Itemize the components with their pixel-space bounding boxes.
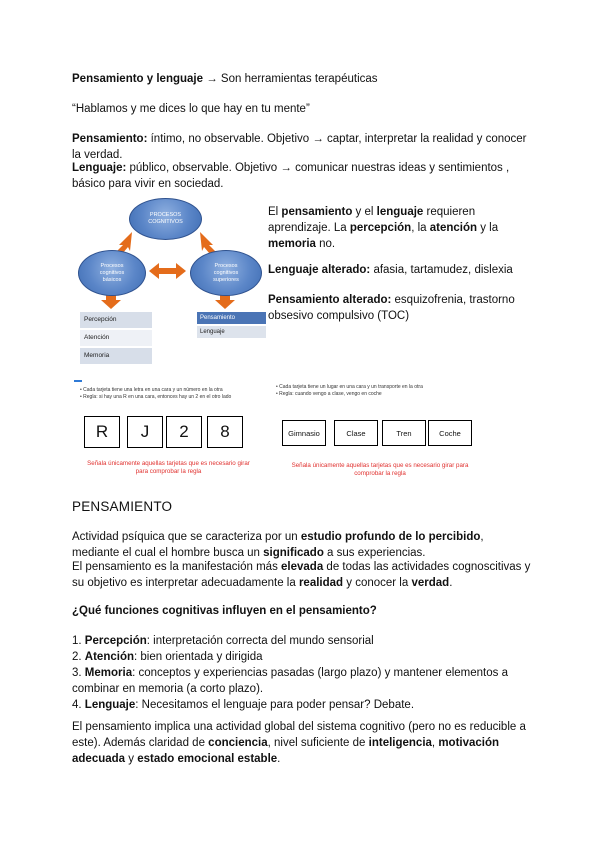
s3-a: El pensamiento implica una actividad global del sistema cognitivo (pero no es reducible a este). Además claridad de — [72, 721, 526, 749]
card-8[interactable]: 8 — [207, 416, 243, 448]
game-right-rule-1-text: Cada tarjeta tiene un lugar en una cara y un transporte en la otra — [279, 384, 423, 390]
section-paragraph-1 — [72, 529, 532, 561]
ellipse-procesos-superiores — [190, 250, 262, 296]
s2-d: realidad — [298, 577, 344, 589]
document-title — [72, 71, 532, 87]
list-item — [72, 665, 532, 697]
definition-pensamiento — [72, 131, 532, 163]
s2-b: elevada — [281, 561, 324, 573]
item-1-num: 1. — [72, 635, 85, 647]
s3-e: , — [431, 737, 439, 749]
question-text: ¿Qué funciones cognitivas influyen en el pensamiento? — [72, 605, 377, 617]
item-4-num: 4. — [72, 699, 85, 711]
s1-b: estudio profundo de lo percibido — [300, 531, 481, 543]
list-item — [72, 633, 532, 649]
card-game-letters — [72, 380, 262, 485]
side-p1-k: no. — [315, 238, 336, 250]
section-heading-pensamiento: PENSAMIENTO — [72, 499, 173, 514]
list-item — [72, 649, 532, 665]
s1-c: , mediante el cual el hombre busca un — [72, 531, 484, 559]
item-3-label: Memoria — [84, 667, 133, 679]
side-p3-text: esquizofrenia, trastorno obsesivo compulsivo (TOC) — [268, 294, 515, 322]
title-bold: Pensamiento y lenguaje — [72, 73, 204, 85]
game-left-rule-1-text: Cada tarjeta tiene una letra en una cara y un número en la otra — [83, 387, 223, 393]
card-game-places — [272, 380, 504, 485]
side-p1-i: y la — [477, 222, 499, 234]
game-right-instruction: Señala únicamente aquellas tarjetas que es necesario girar para comprobar la regla — [291, 462, 469, 477]
side-p2-text: afasia, tartamudez, dislexia — [370, 264, 513, 276]
ellipse-right-label: Procesos cognitivos superiores — [213, 262, 239, 283]
cognitive-functions-list — [72, 633, 532, 713]
title-rest: → Son herramientas terapéuticas — [203, 73, 378, 85]
side-p1-g: , la — [411, 222, 430, 234]
s3-g: y — [125, 753, 138, 765]
side-text-lenguaje-alterado — [268, 262, 518, 278]
s2-a: El pensamiento es la manifestación más — [72, 561, 282, 573]
table-row-atencion: Atención — [80, 330, 152, 346]
item-2-num: 2. — [72, 651, 85, 663]
item-1-label: Percepción — [84, 635, 147, 647]
game-right-rule-1: • Cada tarjeta tiene un lugar en una cara y un transporte en la otra — [276, 384, 423, 390]
side-p1-d: lenguaje — [376, 206, 424, 218]
item-3-text: : conceptos y experiencias pasadas (largo plazo) y mantener elementos a combinar en memoria (a corto plazo). — [72, 667, 508, 695]
side-p1-j: memoria — [268, 238, 316, 250]
card-j[interactable]: J — [127, 416, 163, 448]
ellipse-procesos-basicos — [78, 250, 146, 296]
side-p1-f: percepción — [349, 222, 412, 234]
card-2[interactable]: 2 — [166, 416, 202, 448]
arrow-double-horizontal — [149, 263, 186, 279]
card-coche[interactable]: Coche — [428, 420, 472, 446]
side-text-pensamiento-alterado — [268, 292, 518, 324]
game-left-instruction: Señala únicamente aquellas tarjetas que es necesario girar para comprobar la regla — [87, 460, 250, 475]
side-p1-b: pensamiento — [281, 206, 353, 218]
section-paragraph-2 — [72, 559, 532, 591]
s2-e: y conocer la — [343, 577, 412, 589]
definition-lenguaje-label: Lenguaje: — [72, 162, 127, 174]
definition-pensamiento-label: Pensamiento: — [72, 133, 148, 145]
game-left-rule-2: • Regla: si hay una R en una cara, entonces hay un 2 en el otro lado — [80, 394, 232, 400]
s3-f: motivación adecuada — [72, 737, 500, 765]
side-text-aprendizaje — [268, 204, 508, 252]
s1-e: a sus experiencias. — [323, 547, 426, 559]
side-p1-e: requieren aprendizaje. La — [268, 206, 476, 234]
ellipse-procesos-cognitivos — [129, 198, 202, 240]
question-heading — [72, 603, 532, 619]
game-left-rule-2-text: Regla: si hay una R en una cara, entonces hay un 2 en el otro lado — [83, 394, 232, 400]
s3-h: estado emocional estable — [137, 753, 278, 765]
card-tren[interactable]: Tren — [382, 420, 426, 446]
s3-b: conciencia — [208, 737, 268, 749]
item-3-num: 3. — [72, 667, 85, 679]
definition-lenguaje-text: público, observable. Objetivo → comunicar nuestras ideas y sentimientos , básico para vivir en sociedad. — [72, 162, 510, 190]
table-row-memoria: Memoria — [80, 348, 152, 364]
table-header-pensamiento: Pensamiento — [197, 312, 266, 324]
s1-d: significado — [263, 547, 324, 559]
card-r[interactable]: R — [84, 416, 120, 448]
game-right-rule-2: • Regla: cuando vengo a clase, vengo en coche — [276, 391, 382, 397]
s2-f: verdad — [411, 577, 450, 589]
side-p1-h: atención — [429, 222, 478, 234]
quote: “Hablamos y me dices lo que hay en tu mente” — [72, 103, 310, 115]
s1-a: Actividad psíquica que se caracteriza por un — [72, 531, 301, 543]
item-2-text: : bien orientada y dirigida — [134, 651, 263, 663]
item-4-label: Lenguaje — [84, 699, 136, 711]
section-paragraph-3 — [72, 719, 532, 767]
side-p1-a: El — [268, 206, 282, 218]
table-row-percepcion: Percepción — [80, 312, 152, 328]
item-4-text: : Necesitamos el lenguaje para poder pensar? Debate. — [135, 699, 415, 711]
s2-c: de todas las actividades cognoscitivas y su objetivo es interpretar adecuadamente la — [72, 561, 531, 589]
side-p2-label: Lenguaje alterado: — [268, 264, 371, 276]
ellipse-top-label: PROCESOS COGNITIVOS — [148, 212, 183, 225]
accent-bar — [74, 380, 82, 382]
ellipse-left-label: Procesos cognitivos básicos — [99, 262, 125, 283]
definition-pensamiento-text: íntimo, no observable. Objetivo → captar, interpretar la realidad y conocer la verdad. — [72, 133, 527, 161]
list-item — [72, 697, 532, 713]
side-p1-c: y el — [352, 206, 377, 218]
table-row-lenguaje: Lenguaje — [197, 326, 266, 338]
item-2-label: Atención — [84, 651, 134, 663]
side-p3-label: Pensamiento alterado: — [268, 294, 392, 306]
s3-d: inteligencia — [368, 737, 432, 749]
s3-i: . — [277, 753, 281, 765]
s2-g: . — [449, 577, 453, 589]
game-right-rule-2-text: Regla: cuando vengo a clase, vengo en coche — [279, 391, 382, 397]
s3-c: , nivel suficiente de — [267, 737, 369, 749]
item-1-text: : interpretación correcta del mundo sensorial — [146, 635, 374, 647]
game-left-rule-1: • Cada tarjeta tiene una letra en una cara y un número en la otra — [80, 387, 223, 393]
card-gimnasio[interactable]: Gimnasio — [282, 420, 326, 446]
definition-lenguaje — [72, 160, 532, 192]
card-clase[interactable]: Clase — [334, 420, 378, 446]
